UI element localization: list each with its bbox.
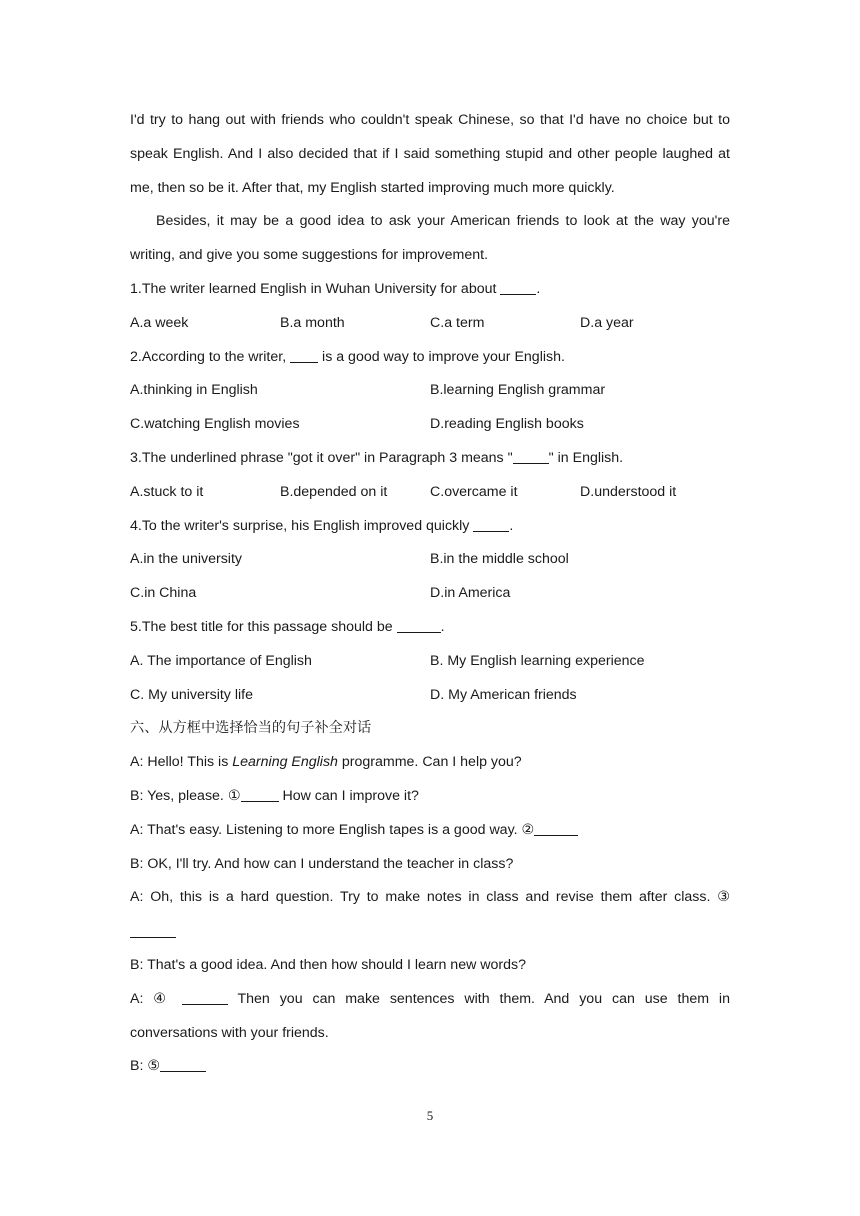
page-content (130, 104, 730, 1084)
option-a: A.in the university (130, 551, 242, 568)
blank-number: ② (521, 821, 535, 838)
option-a: A.thinking in English (130, 382, 258, 399)
option-a: A.a week (130, 314, 189, 331)
dialogue-line: B: Yes, please. ① How can I improve it? (130, 787, 419, 804)
question-4-options-row2 (130, 577, 730, 611)
question-5-options-row1 (130, 645, 730, 679)
answer-blank (241, 787, 279, 802)
question-3-stem: 3.The underlined phrase "got it over" in Paragraph 3 means " " in English. (130, 449, 624, 466)
question-5-stem: 5.The best title for this passage should be . (130, 618, 445, 635)
option-d: D. My American friends (430, 686, 577, 703)
answer-blank (473, 517, 509, 532)
option-a: A.stuck to it (130, 483, 204, 500)
dialogue-blank-line (130, 915, 730, 949)
answer-blank (290, 348, 318, 363)
option-b: B.a month (280, 314, 345, 331)
dialogue-line: conversations with your friends. (130, 1024, 329, 1041)
option-d: D.understood it (580, 483, 677, 500)
answer-blank (130, 923, 176, 938)
question-2-options-row2 (130, 408, 730, 442)
question-2-stem: 2.According to the writer, is a good way to improve your English. (130, 348, 565, 365)
blank-number: ③ (717, 889, 730, 906)
section-heading: 六、从方框中选择恰当的句子补全对话 (130, 720, 372, 737)
blank-number: ⑤ (147, 1058, 161, 1075)
question-1-options (130, 307, 730, 341)
option-b: B.depended on it (280, 483, 388, 500)
dialogue-line: A: ④ Then you can make sentences with them. And you can use them in (130, 990, 730, 1007)
passage-line: Besides, it may be a good idea to ask your American friends to look at the way you're (156, 213, 730, 230)
option-b: B.learning English grammar (430, 382, 606, 399)
option-d: D.in America (430, 585, 511, 602)
answer-blank (500, 280, 536, 295)
dialogue-line: A: That's easy. Listening to more English tapes is a good way. ② (130, 814, 730, 848)
dialogue-line: B: ⑤ (130, 1050, 730, 1084)
answer-blank (397, 618, 441, 633)
question-5-options-row2 (130, 679, 730, 713)
option-c: C.watching English movies (130, 416, 300, 433)
blank-number: ① (227, 787, 241, 804)
option-c: C.in China (130, 585, 197, 602)
answer-blank (182, 990, 228, 1005)
option-d: D.a year (580, 314, 634, 331)
question-2-options-row1 (130, 374, 730, 408)
question-1-stem: 1.The writer learned English in Wuhan University for about . (130, 280, 541, 297)
answer-blank (513, 449, 549, 464)
passage-line: writing, and give you some suggestions for improvement. (130, 247, 489, 264)
option-a: A. The importance of English (130, 652, 312, 669)
passage-line: speak English. And I also decided that if I said something stupid and other people laughed at (130, 145, 730, 162)
passage-line: me, then so be it. After that, my English started improving much more quickly. (130, 179, 615, 196)
dialogue-line: A: Oh, this is a hard question. Try to make notes in class and revise them after class. ③ (130, 889, 730, 906)
option-c: C.a term (430, 314, 485, 331)
option-c: C. My university life (130, 686, 253, 703)
option-d: D.reading English books (430, 416, 584, 433)
option-b: B. My English learning experience (430, 652, 645, 669)
dialogue-line: A: Hello! This is Learning English programme. Can I help you? (130, 754, 522, 771)
option-c: C.overcame it (430, 483, 518, 500)
dialogue-line: B: OK, I'll try. And how can I understand the teacher in class? (130, 855, 514, 872)
answer-blank (534, 821, 578, 836)
option-b: B.in the middle school (430, 551, 569, 568)
page-number: 5 (426, 1108, 434, 1123)
passage-line: I'd try to hang out with friends who couldn't speak Chinese, so that I'd have no choice but to (130, 112, 730, 128)
dialogue-line: B: That's a good idea. And then how should I learn new words? (130, 956, 527, 973)
question-3-options (130, 476, 730, 510)
question-4-options-row1 (130, 543, 730, 577)
answer-blank (160, 1057, 206, 1072)
question-4-stem: 4.To the writer's surprise, his English improved quickly . (130, 517, 514, 534)
blank-number: ④ (153, 990, 172, 1007)
